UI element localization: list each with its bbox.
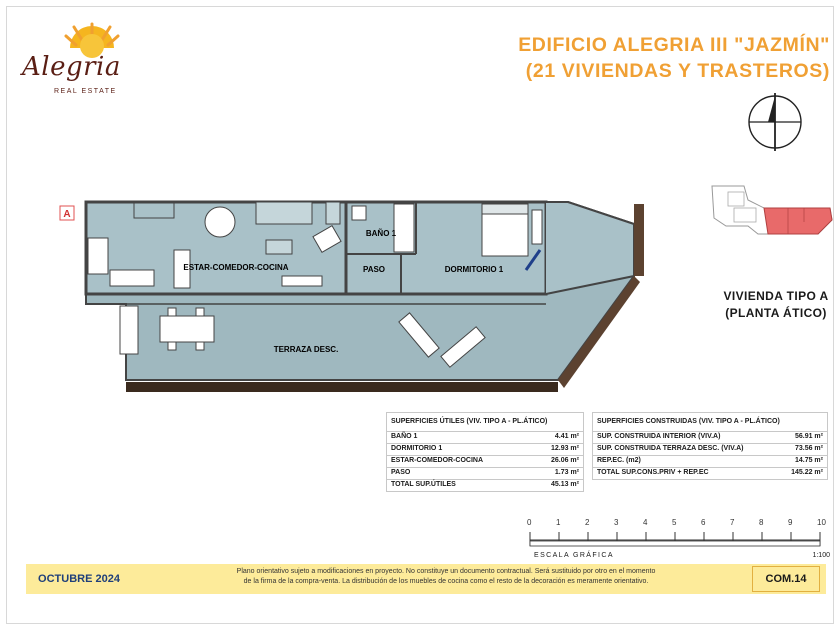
row-label: BAÑO 1 bbox=[387, 432, 531, 444]
room-label-terraza: TERRAZA DESC. bbox=[273, 345, 339, 354]
scale-number: 9 bbox=[788, 518, 793, 527]
title-line-2: (21 VIVIENDAS Y TRASTEROS) bbox=[525, 60, 830, 82]
table-row bbox=[593, 456, 827, 468]
table-row-total bbox=[593, 468, 827, 480]
footer-date: OCTUBRE 2024 bbox=[38, 573, 120, 585]
table-row bbox=[593, 432, 827, 444]
graphic-scale bbox=[520, 518, 830, 564]
table-row bbox=[593, 444, 827, 456]
room-label-paso: PASO bbox=[362, 265, 386, 274]
scale-number: 6 bbox=[701, 518, 706, 527]
row-label: ESTAR-COMEDOR-COCINA bbox=[387, 456, 531, 468]
room-label-salon: ESTAR-COMEDOR-COCINA bbox=[183, 263, 289, 272]
row-value: 45.13 m² bbox=[550, 481, 579, 488]
shower bbox=[394, 204, 414, 252]
useful-area-table bbox=[386, 412, 584, 492]
logo-wordmark: Alegria bbox=[22, 52, 121, 82]
scale-number: 4 bbox=[643, 518, 648, 527]
scale-number: 10 bbox=[817, 518, 826, 527]
row-label: TOTAL SUP.CONS.PRIV + REP.EC bbox=[597, 469, 709, 476]
kitchen-unit bbox=[88, 238, 108, 274]
north-arrow-icon bbox=[746, 93, 804, 151]
drawing-code: COM.14 bbox=[752, 566, 820, 592]
table-row-total bbox=[387, 480, 583, 492]
planter-row bbox=[126, 382, 558, 392]
terrace-table bbox=[160, 316, 214, 342]
room-label-bano: BAÑO 1 bbox=[365, 229, 397, 238]
built-area-header: SUPERFICIES CONSTRUIDAS (VIV. TIPO A - PL.ÁTICO) bbox=[593, 413, 827, 432]
unit-type-line-2: (PLANTA ÁTICO) bbox=[725, 306, 827, 320]
document-title bbox=[518, 32, 830, 84]
row-label: PASO bbox=[387, 468, 531, 480]
row-label: REP.EC. (m2) bbox=[593, 456, 779, 468]
scale-caption: ESCALA GRÁFICA bbox=[534, 552, 614, 559]
table-row bbox=[387, 432, 583, 444]
row-value: 12.93 m² bbox=[531, 444, 583, 456]
useful-area-header: SUPERFICIES ÚTILES (VIV. TIPO A - PL.ÁTICO) bbox=[387, 413, 583, 432]
unit-type-label bbox=[712, 288, 840, 322]
row-value: 1.73 m² bbox=[531, 468, 583, 480]
row-value: 14.75 m² bbox=[779, 456, 827, 468]
row-label: SUP. CONSTRUIDA INTERIOR (VIV.A) bbox=[593, 432, 779, 444]
highlighted-unit bbox=[764, 208, 832, 234]
scale-number: 8 bbox=[759, 518, 764, 527]
footer-disclaimer bbox=[136, 567, 756, 587]
table-row bbox=[387, 456, 583, 468]
table-row bbox=[387, 444, 583, 456]
floor-plan bbox=[56, 184, 668, 414]
row-label: TOTAL SUP.ÚTILES bbox=[391, 481, 456, 488]
row-value: 73.56 m² bbox=[779, 444, 827, 456]
title-line-1: EDIFICIO ALEGRIA III "JAZMÍN" bbox=[518, 34, 830, 56]
scale-number: 7 bbox=[730, 518, 735, 527]
scale-ratio: 1:100 bbox=[812, 552, 830, 559]
scale-number: 5 bbox=[672, 518, 677, 527]
row-value: 4.41 m² bbox=[531, 432, 583, 444]
table-row bbox=[387, 468, 583, 480]
scale-number: 2 bbox=[585, 518, 590, 527]
room-label-dormitorio: DORMITORIO 1 bbox=[444, 265, 504, 274]
alegria-logo bbox=[22, 22, 132, 112]
scale-number: 1 bbox=[556, 518, 561, 527]
scale-number: 3 bbox=[614, 518, 619, 527]
logo-subtitle: REAL ESTATE bbox=[54, 88, 117, 95]
row-label: SUP. CONSTRUIDA TERRAZA DESC. (VIV.A) bbox=[593, 444, 779, 456]
row-value: 26.06 m² bbox=[531, 456, 583, 468]
sofa bbox=[256, 202, 312, 224]
built-area-table bbox=[592, 412, 828, 480]
row-value: 145.22 m² bbox=[791, 469, 823, 476]
row-label: DORMITORIO 1 bbox=[387, 444, 531, 456]
disclaimer-line-2: de la firma de la compra-venta. La distribución de los muebles de cocina como el resto de la decoración es meramente orientativo. bbox=[243, 578, 649, 585]
unit-marker-label: A bbox=[63, 209, 71, 220]
footer-bar bbox=[26, 564, 826, 594]
row-value: 56.91 m² bbox=[779, 432, 827, 444]
building-locator-map bbox=[708, 178, 836, 242]
dining-table bbox=[205, 207, 235, 237]
disclaimer-line-1: Plano orientativo sujeto a modificaciones en proyecto. No constituye un documento contractual. Será sustituido por otro en el momento bbox=[236, 568, 656, 575]
toilet bbox=[352, 206, 366, 220]
unit-type-line-1: VIVIENDA TIPO A bbox=[723, 289, 829, 303]
scale-number: 0 bbox=[527, 518, 532, 527]
